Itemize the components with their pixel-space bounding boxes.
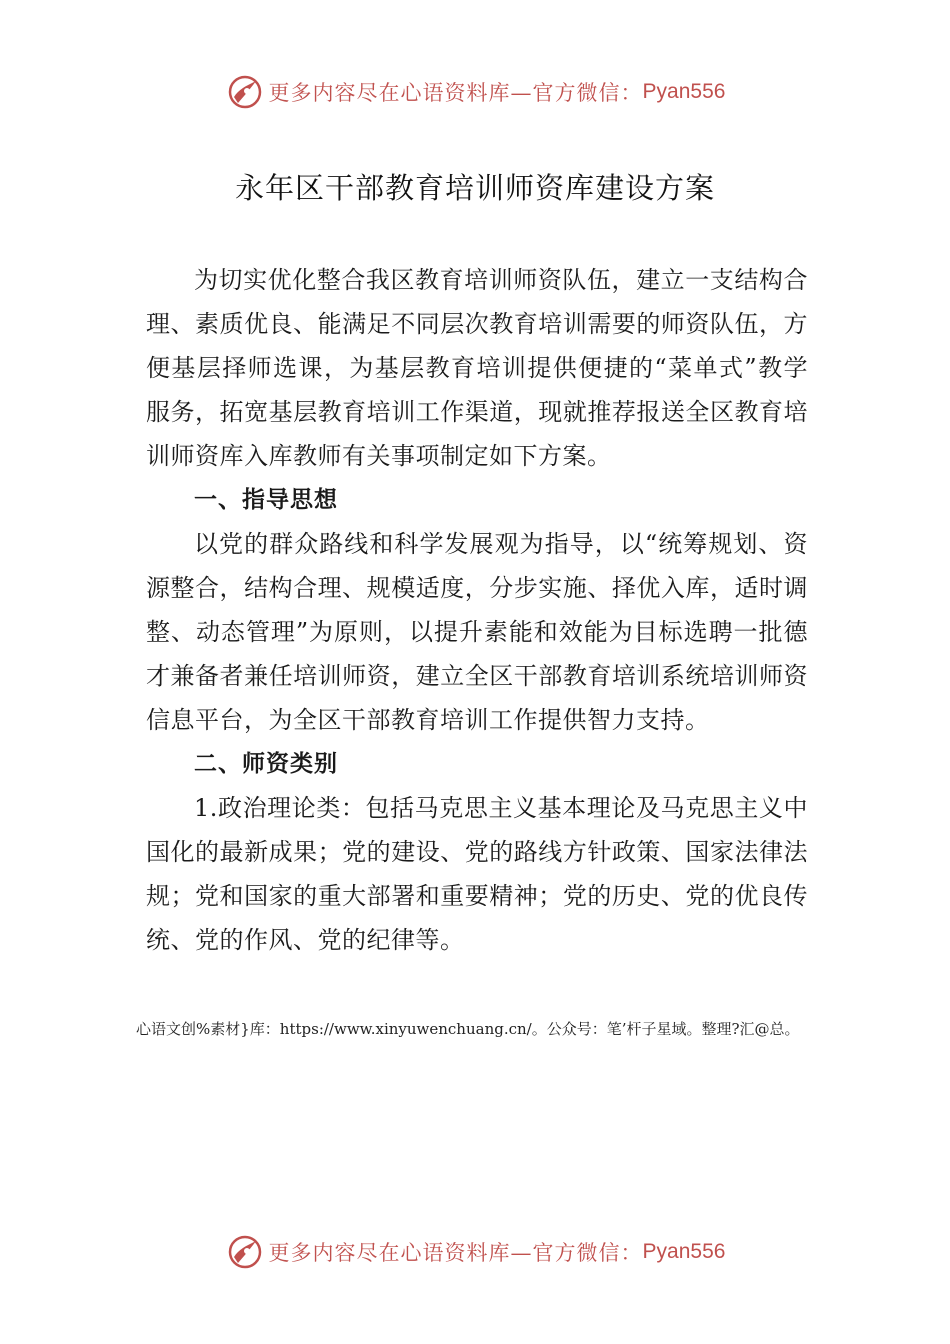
banner-text: 更多内容尽在心语资料库—官方微信： [268,1241,643,1265]
section-paragraph-guiding-ideology: 以党的群众路线和科学发展观为指导，以“统筹规划、资源整合，结构合理、规模适度，分步实施、择优入库，适时调整、动态管理”为原则，以提升素能和效能为目标选聘一批德才兼备者兼任培训师资，建立全区干部教育培训系统培训师资信息平台，为全区干部教育培训工作提供智力支持。 [146,530,808,734]
header-banner [0,72,950,112]
document-title: 永年区干部教育培训师资库建设方案 [234,171,715,205]
section-heading-guiding-ideology: 一、指导思想 [194,487,338,513]
source-footnote: 心语文创%素材}库：https://www.xinyuwenchuang.cn/。公众号：笔’杆子星域。整理?汇@总。 [136,1020,800,1038]
footer-banner [0,1232,950,1272]
section-paragraph-teacher-categories: 1.政治理论类：包括马克思主义基本理论及马克思主义中国化的最新成果；党的建设、党的路线方针政策、国家法律法规；党和国家的重大部署和重要精神；党的历史、党的优良传统、党的作风、党的纪律等。 [146,794,808,954]
banner-wechat-id: Pyan556 [642,1240,726,1263]
library-logo-icon [225,72,265,112]
intro-paragraph: 为切实优化整合我区教育培训师资队伍，建立一支结构合理、素质优良、能满足不同层次教育培训需要的师资队伍，方便基层择师选课，为基层教育培训提供便捷的“菜单式”教学服务，拓宽基层教育培训工作渠道，现就推荐报送全区教育培训师资库入库教师有关事项制定如下方案。 [146,266,808,470]
banner-text: 更多内容尽在心语资料库—官方微信： [268,81,643,105]
section-heading-teacher-categories: 二、师资类别 [194,751,338,777]
library-logo-icon [225,1232,265,1272]
document-body [146,258,808,962]
banner-wechat-id: Pyan556 [642,80,726,103]
